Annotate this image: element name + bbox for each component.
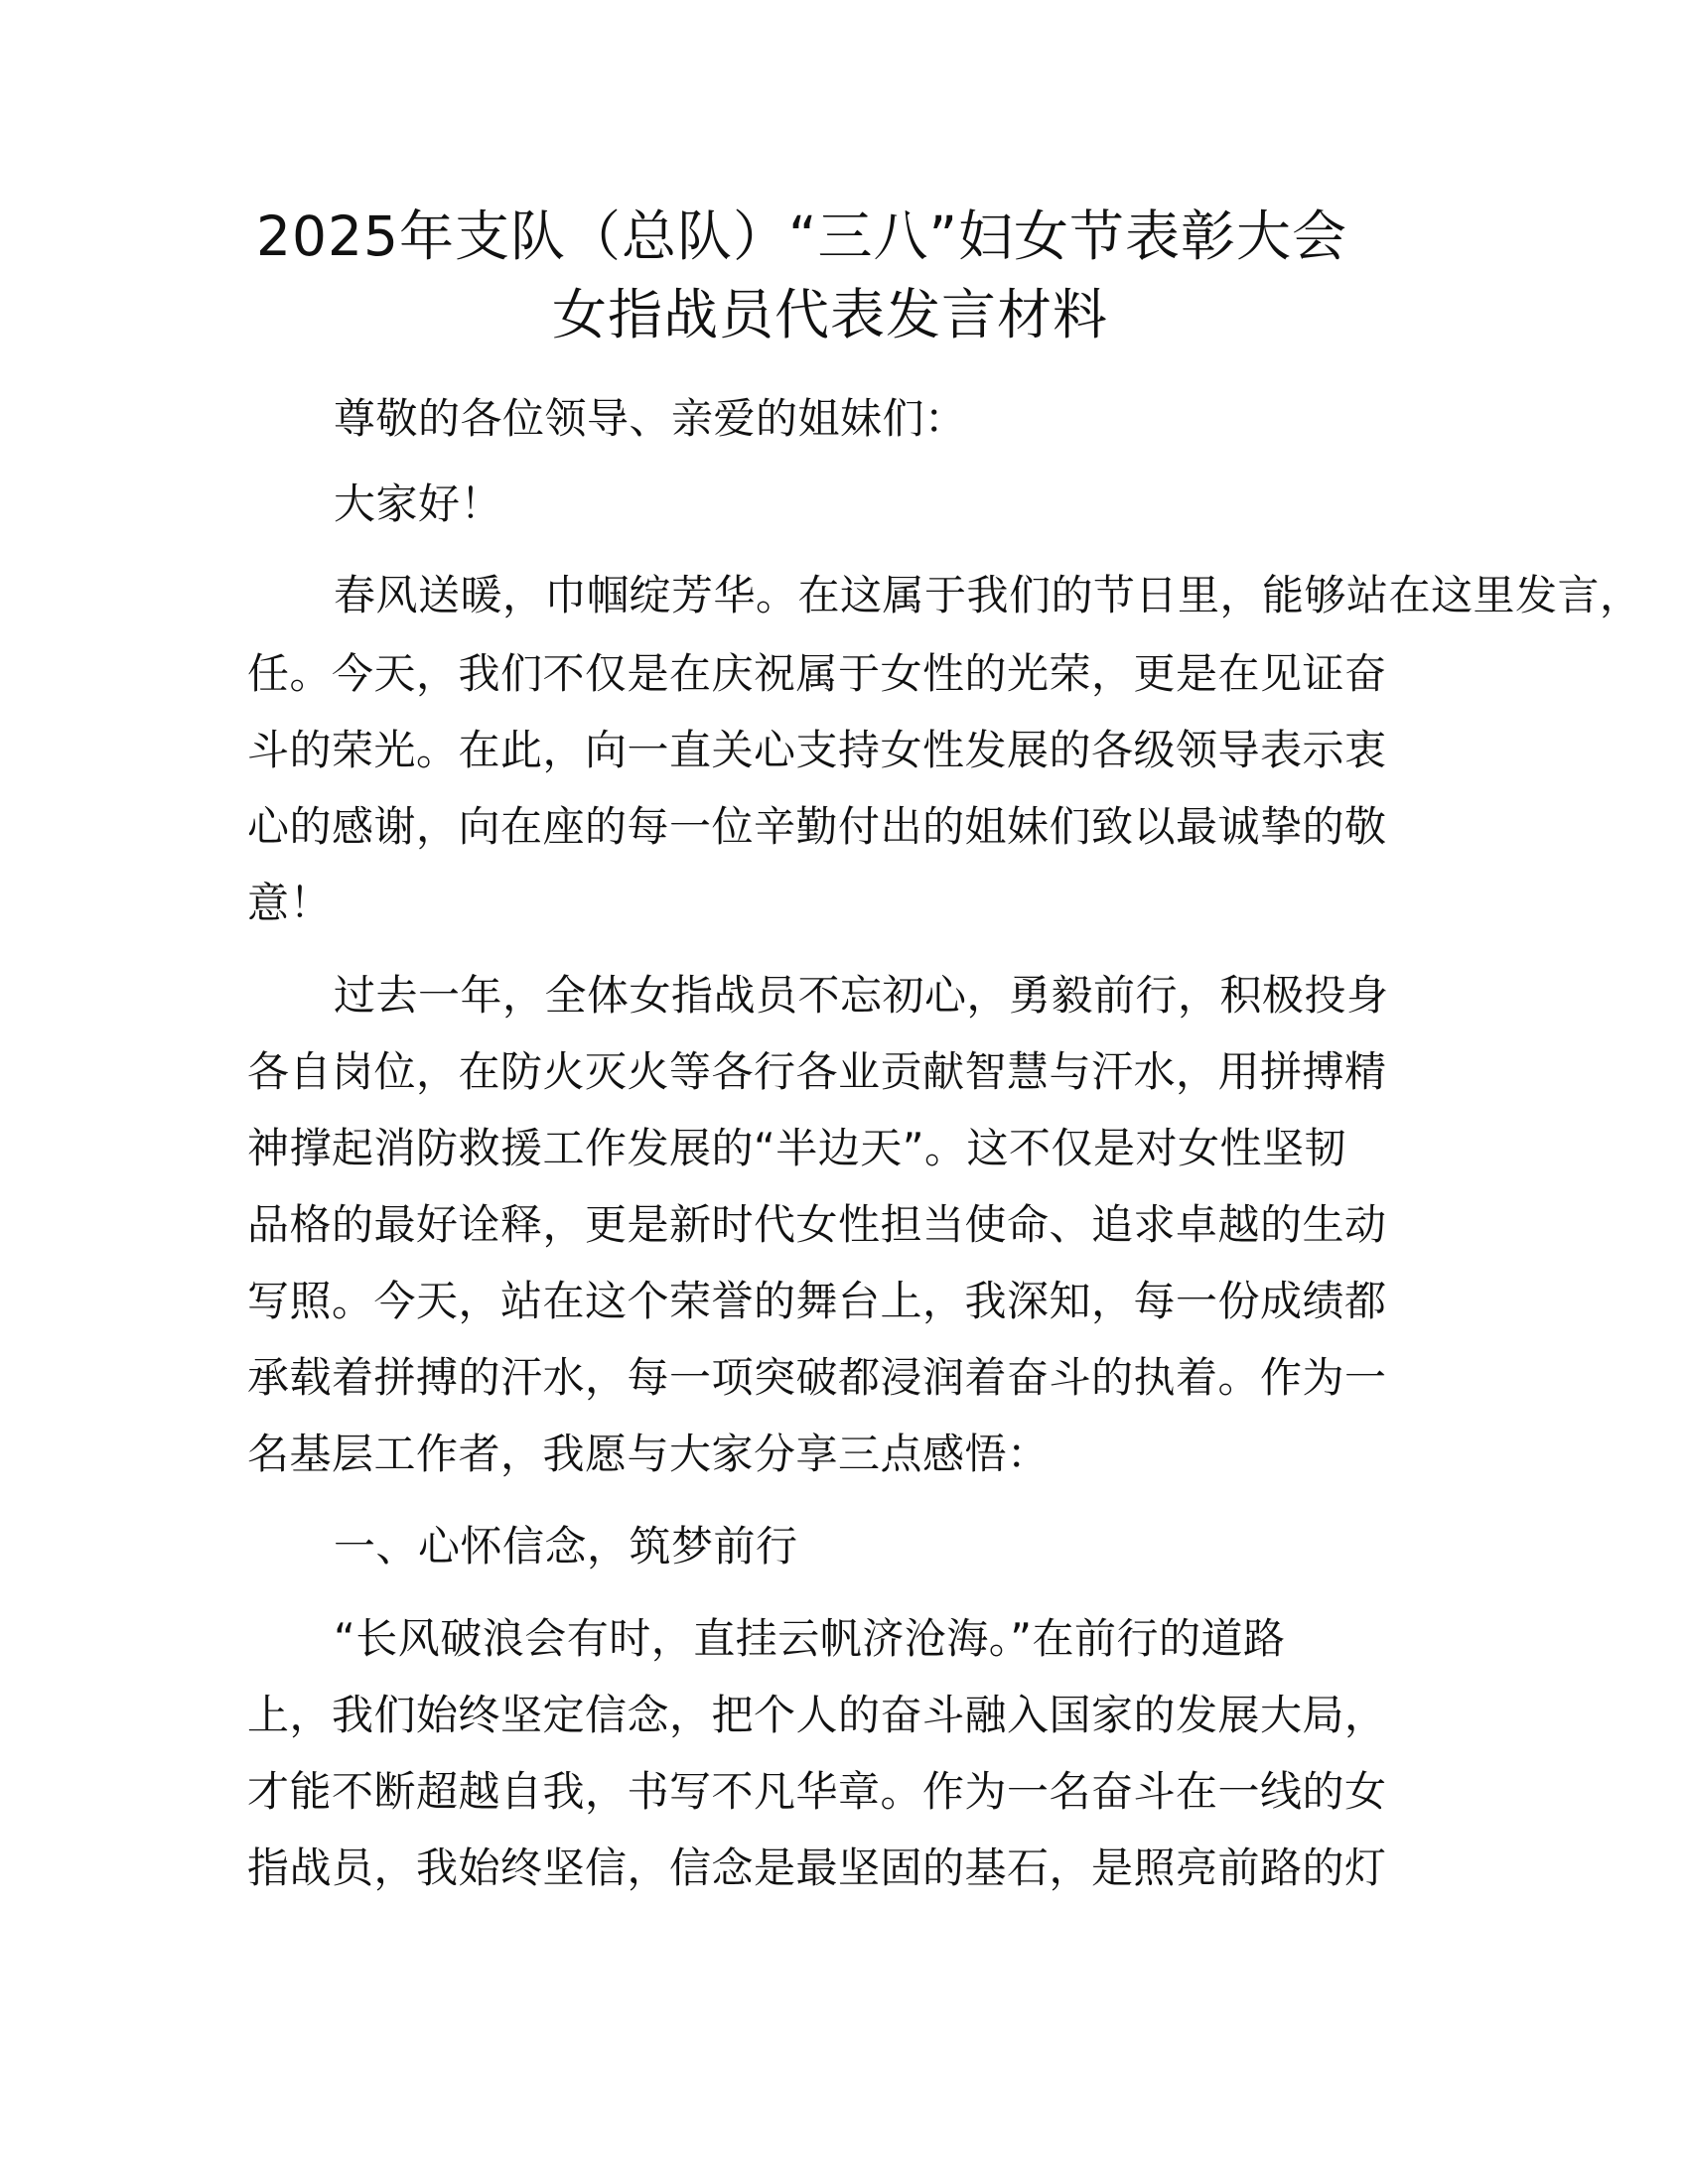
- greeting: 大家好！: [334, 479, 503, 528]
- paragraph-2-line: 各自岗位，在防火灭火等各行各业贡献智慧与汗水，用拼搏精: [247, 1047, 1387, 1096]
- paragraph-2-line: 过去一年，全体女指战员不忘初心，勇毅前行，积极投身: [334, 971, 1389, 1020]
- paragraph-1-line: 斗的荣光。在此，向一直关心支持女性发展的各级领导表示衷: [247, 726, 1387, 774]
- paragraph-2-line: 承载着拼搏的汗水，每一项突破都浸润着奋斗的执着。作为一: [247, 1353, 1387, 1402]
- paragraph-2-line: 名基层工作者，我愿与大家分享三点感悟：: [247, 1430, 1050, 1478]
- paragraph-3-line: 上，我们始终坚定信念，把个人的奋斗融入国家的发展大局，: [247, 1691, 1387, 1739]
- salutation: 尊敬的各位领导、亲爱的姐妹们：: [334, 394, 967, 443]
- paragraph-3-line: 才能不断超越自我，书写不凡华章。作为一名奋斗在一线的女: [247, 1767, 1387, 1816]
- paragraph-3-line: 指战员，我始终坚信，信念是最坚固的基石，是照亮前路的灯: [247, 1843, 1387, 1892]
- section-heading: 一、心怀信念，筑梦前行: [334, 1522, 798, 1570]
- document-title-line-1: 2025年支队（总队）“三八”妇女节表彰大会: [256, 205, 1347, 268]
- paragraph-1-line: 意！: [247, 879, 333, 927]
- paragraph-2-line: 神撑起消防救援工作发展的“半边天”。这不仅是对女性坚韧: [247, 1124, 1347, 1172]
- paragraph-2-line: 写照。今天，站在这个荣誉的舞台上，我深知，每一份成绩都: [247, 1277, 1387, 1325]
- paragraph-1-line: 心的感谢，向在座的每一位辛勤付出的姐妹们致以最诚挚的敬: [247, 802, 1387, 851]
- paragraph-2-line: 品格的最好诠释，更是新时代女性担当使命、追求卓越的生动: [247, 1200, 1387, 1249]
- paragraph-3-line: “长风破浪会有时，直挂云帆济沧海。”在前行的道路: [334, 1614, 1286, 1663]
- paragraph-1-line: 春风送暖，巾帼绽芳华。在这属于我们的节日里，能够站在这里发言，: [334, 571, 1642, 619]
- document-title-line-2: 女指战员代表发言材料: [552, 283, 1109, 346]
- paragraph-1-line: 任。今天，我们不仅是在庆祝属于女性的光荣，更是在见证奋: [247, 649, 1387, 698]
